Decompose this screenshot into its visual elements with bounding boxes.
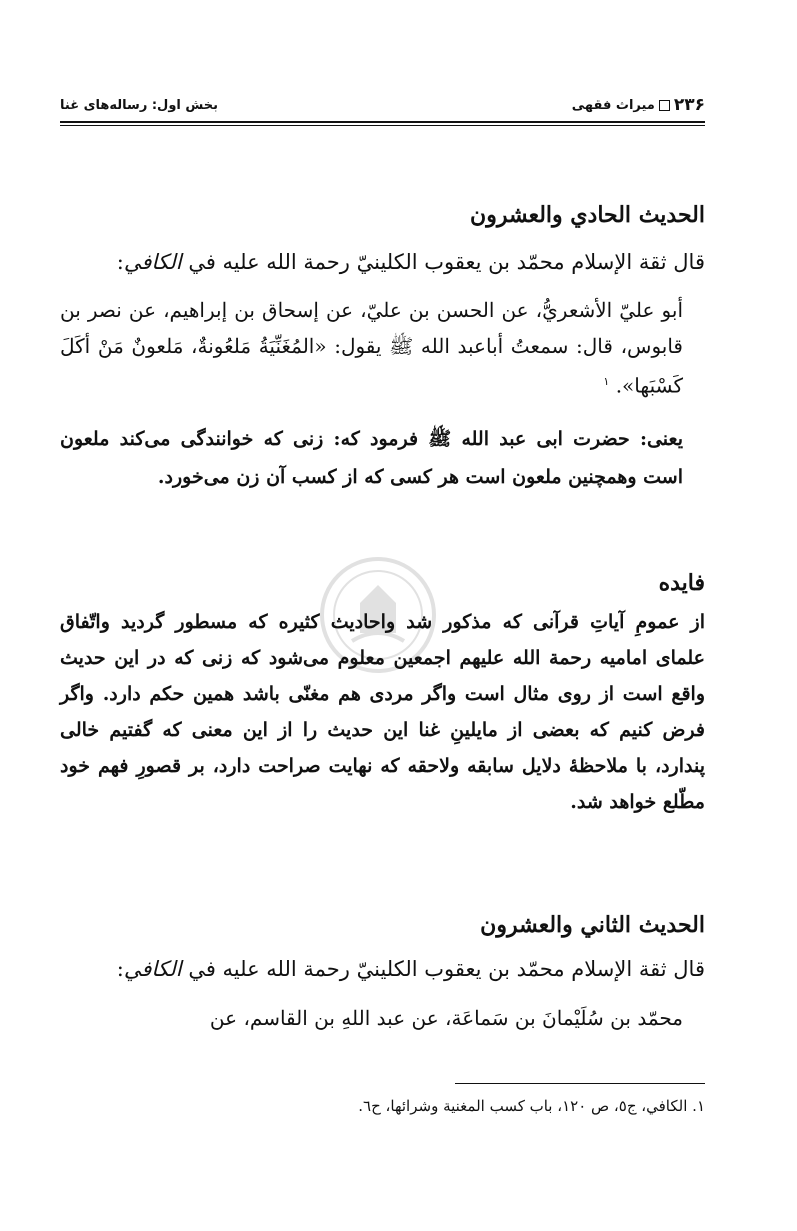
book-name: الكافي xyxy=(123,957,182,981)
hadith-chain-text: أبو عليّ الأشعريُّ، عن الحسن بن عليّ، عن إسحاق بن إبراهيم، عن نصر بن قابوس، قال: سمعتُ أباعبد الله ﷺ يقول: «المُغَنِّيَةُ مَلعُونةٌ، مَلعونٌ مَنْ أكَلَ كَسْبَها». xyxy=(60,298,683,398)
section-title: بخش اول: رسالەهای غنا xyxy=(60,97,219,113)
running-header xyxy=(60,92,705,118)
hadith-21-intro xyxy=(60,247,705,277)
page-number: ۲۳۶ xyxy=(673,95,705,115)
intro-colon: : xyxy=(116,957,124,981)
intro-colon: : xyxy=(116,250,124,274)
square-box-icon xyxy=(659,100,670,111)
header-rule-thin xyxy=(60,125,705,126)
hadith-22-heading: الحديث الثاني والعشرون xyxy=(480,912,705,938)
header-page-info xyxy=(572,95,705,115)
benefit-heading: فایده xyxy=(658,570,705,596)
book-title: میراث فقهی xyxy=(571,97,655,113)
benefit-paragraph: از عمومِ آیاتِ قرآنی که مذکور شد واحادیث کثیره که مسطور گردید واتّفاق علمای امامیه رحمة الله علیهم اجمعین معلوم می‌شود که زنی که در این حدیث واقع است از روی مثال است واگر مردی هم مغنّی باشد همین حکم دارد. واگر فرض کنیم که بعضی از مایلینِ غنا این حدیث را از این معنی که گفتیم خالی پندارد، با ملاحظهٔ دلایل سابقه ولاحقه که نهایت صراحت دارد، بر قصورِ فهم خود مطّلع خواهد شد. xyxy=(60,611,705,813)
hadith-22-intro xyxy=(60,954,705,984)
hadith-22-chain: محمّد بن سُلَيْمانَ بن سَماعَة، عن عبد اللهِ بن القاسم، عن xyxy=(209,1006,683,1030)
footnote-marker: ١ xyxy=(603,375,610,388)
hadith-21-heading: الحديث الحادي والعشرون xyxy=(470,202,705,228)
footnote: ١. الكافي، ج٥، ص ١٢٠، باب كسب المغنية وشرائها، ح٦. xyxy=(358,1097,705,1115)
hadith-21-translation: یعنی: حضرت ابی عبد الله ﷺ فرمود که: زنی که خوانندگی می‌کند ملعون است وهمچنین ملعون است هر کسی که از کسب آن زن می‌خورد. xyxy=(60,428,683,488)
footnote-rule xyxy=(455,1083,705,1084)
book-name: الكافي xyxy=(123,250,182,274)
intro-text: قال ثقة الإسلام محمّد بن يعقوب الكلينيّ رحمة الله عليه في xyxy=(188,957,705,981)
intro-text: قال ثقة الإسلام محمّد بن يعقوب الكلينيّ رحمة الله عليه في xyxy=(188,250,705,274)
hadith-21-chain xyxy=(60,292,705,404)
header-rule xyxy=(60,121,705,123)
